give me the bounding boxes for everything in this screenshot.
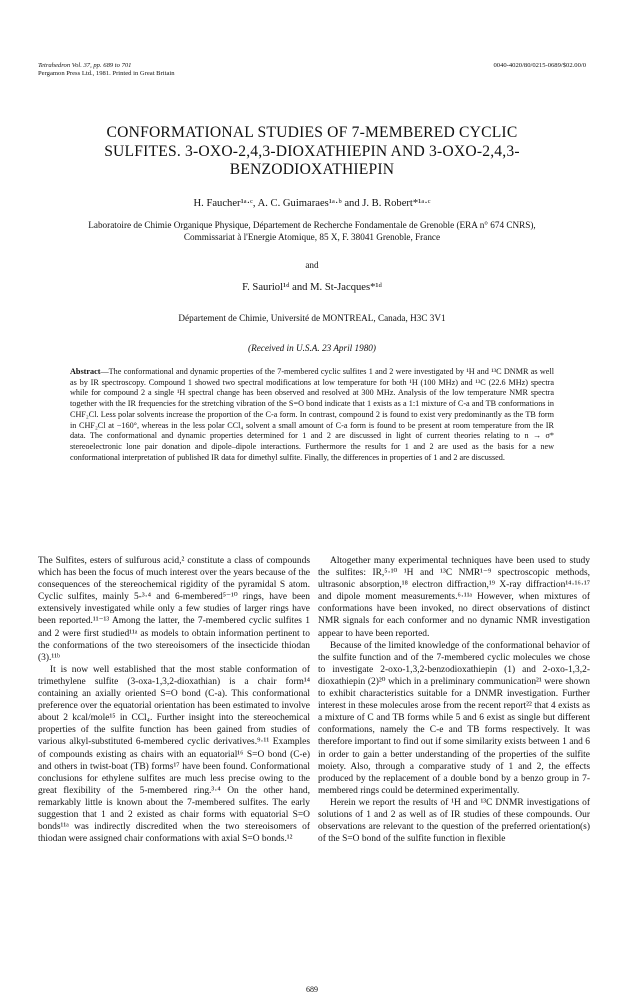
received-date: (Received in U.S.A. 23 April 1980) <box>248 343 376 353</box>
page-number: 689 <box>306 985 318 994</box>
affiliation-montreal: Département de Chimie, Université de MONTREAL, Canada, H3C 3V1 <box>178 313 446 323</box>
running-header-journal <box>38 62 175 78</box>
body-column-left <box>38 555 310 845</box>
author-list-primary: H. Faucher¹ᵃ·ᶜ, A. C. Guimaraes¹ᵃ·ᵇ and J. B. Robert*¹ᵃ·ᶜ <box>193 198 431 209</box>
paragraph: It is now well established that the most stable conformation of trimethylene sulfite (3-oxa-1,3,2-dioxathian) is a chair form¹⁴ containing an axially oriented S=O bond (C-a). This conformational preference over the equatorial orientation has been estimated to involve about 2 kcal/mole¹⁵ in CCl₄. Further insight into the stereochemical properties of the sulfite function has been gained from studies of various alkyl-substituted 6-membered cyclic derivatives.⁹·¹¹ Examples of compounds existing as chairs with an equatorial¹⁶ S=O bond (C-e) and others in twist-boat (TB) forms¹⁷ have been found. Conformational conclusions for ethylene sulfites are much less precise owing to the great flexibility of the 5-membered ring.³·⁴ On the other hand, remarkably little is known about the 7-membered sulfites. The early suggestion that 1 and 2 existed as chair forms with equatorial S=O bonds¹¹ᵃ was indirectly discredited when the two stereoisomers of thiodan were assigned chair conformations with axial S=O bonds.¹² <box>38 664 310 845</box>
article-code: 0040-4020/80/0215-0689/$02.00/0 <box>493 62 586 69</box>
paragraph: Altogether many experimental techniques have been used to study the sulfites: IR,⁵·¹⁰ ¹H and ¹³C NMR¹⁻⁹ spectroscopic methods, ultrasonic absorption,¹⁸ electron diffraction,¹⁹ X-ray diffraction¹⁴·¹⁶·¹⁷ and dipole moment measurements.⁶·¹¹ᵃ However, when mixtures of conformations have been invoked, no direct observations of distinct NMR signals for each conformer and no dynamic NMR investigation appear to have been reported. <box>318 556 590 639</box>
journal-citation: Tetrahedron Vol. 37, pp. 689 to 701 <box>38 62 132 69</box>
paragraph: The Sulfites, esters of sulfurous acid,² constitute a class of compounds which has been the focus of much interest over the years because of the consequences of the stereochemical rigidity of the pyramidal S atom. Cyclic sulfites, mainly 5-³·⁴ and 6-membered⁵⁻¹⁰ rings, have been extensively investigated while only a few studies of larger rings have been reported.¹¹⁻¹³ Among the latter, the 7-membered cyclic sulfites 1 and 2 were first studied¹¹ᵃ as models to obtain information pertinent to the conformations of the two stereoisomers of the insecticide thiodan (3).¹¹ᵇ <box>38 556 310 663</box>
paper-title: CONFORMATIONAL STUDIES OF 7-MEMBERED CYCLIC SULFITES. 3-OXO-2,4,3-DIOXATHIEPIN AND 3-OXO-2,4,3-BENZODIOXATHIEPIN <box>104 124 520 178</box>
abstract <box>70 367 554 463</box>
body-column-right <box>318 555 590 845</box>
author-conjunction: and <box>305 260 319 270</box>
abstract-label: Abstract <box>70 367 101 376</box>
paragraph: Because of the limited knowledge of the conformational behavior of the sulfite function and of the 7-membered cyclic molecules we chose to investigate 2-oxo-1,3,2-benzodioxathiepin (1) and 2-oxo-1,3,2-dioxathiepin (2)²⁰ which in a preliminary communication²¹ were shown to exhibit characteristics suitable for a DNMR investigation. Further interest in these molecules arose from the recent report²² that 4 exists as a mixture of C and TB forms while 5 and 6 exist as single but different conformations, namely the C-e and TB forms respectively. It was therefore important to find out if some similarity exists between 1 and 6 in order to gain a better understanding of the properties of the sulfite moiety. Also, through a comparative study of 1 and 2, the effects produced by the replacement of a double bond by a benzo group in 7-membered rings could be determined experimentally. <box>318 640 590 796</box>
affiliation-grenoble: Laboratoire de Chimie Organique Physique, Département de Recherche Fondamentale de Grenoble (ERA n° 674 CNRS), Commissariat à l'Energie Atomique, 85 X, F. 38041 Grenoble, France <box>88 220 536 243</box>
author-list-secondary: F. Sauriol¹ᵈ and M. St-Jacques*¹ᵈ <box>242 282 382 293</box>
abstract-text: —The conformational and dynamic properties of the 7-membered cyclic sulfites 1 and 2 were investigated by ¹H and ¹³C DNMR as well as by IR spectroscopy. Compound 1 showed two spectral modifications at low temperature for both ¹H (100 MHz) and ¹³C (22.6 MHz) spectra while for compound 2 a single ¹H spectral change has been observed and resolved at 300 MHz. Analysis of the low temperature NMR spectra together with the IR frequencies for the stretching vibration of the S=O bond indicate that 1 exists as a 1:1 mixture of C-a and TB conformations in CHF₂Cl. Less polar solvents increase the proportion of the C-a form. In contrast, compound 2 is found to exist very predominantly as the TB form in CHF₂Cl at −160°, whereas in the less polar CCl₄ solvent a small amount of C-a form is found to be present at room temperature from the IR data. The conformational and dynamic properties determined for 1 and 2 are discussed in light of current theories relating to n → σ* stereoelectronic lone pair donation and dipole–dipole interactions. Furthermore the results for 1 and 2 are used as the basis for a new conformational interpretation of published IR data for dimethyl sulfite. Finally, the differences in properties of 1 and 2 are discussed. <box>70 367 554 462</box>
publisher-line: Pergamon Press Ltd., 1981. Printed in Great Britain <box>38 70 175 78</box>
paragraph: Herein we report the results of ¹H and ¹³C DNMR investigations of solutions of 1 and 2 as well as of IR studies of these compounds. Our observations are relevant to the question of the preferred orientation(s) of the S=O bond of the sulfite function in flexible <box>318 797 590 845</box>
